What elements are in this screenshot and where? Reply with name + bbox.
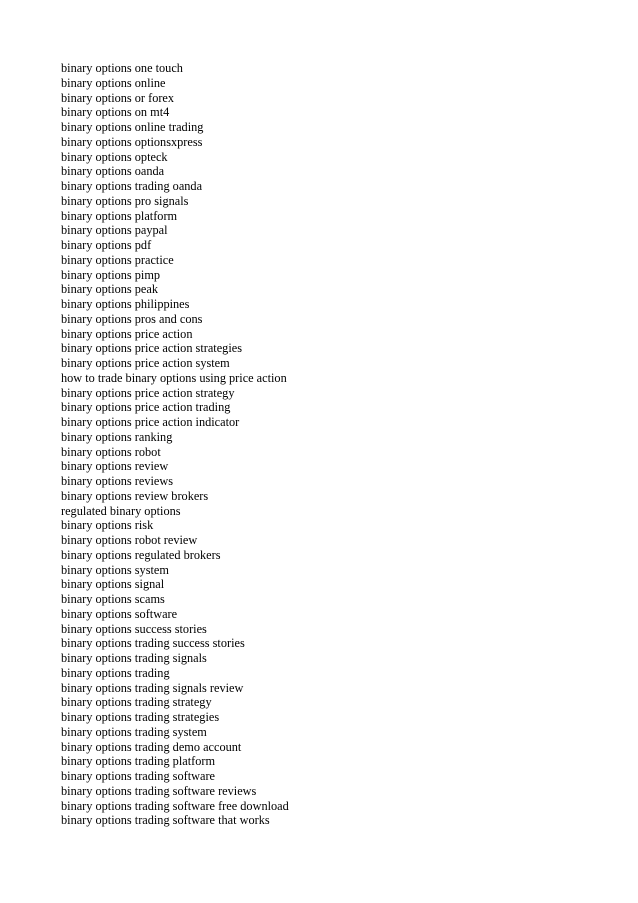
- keyword-line: binary options trading: [61, 665, 170, 680]
- keyword-line: binary options reviews: [61, 474, 174, 488]
- keyword-line: binary options oanda: [61, 164, 165, 179]
- keyword-line: binary options on mt4: [61, 105, 170, 120]
- keyword-line: binary options trading success stories: [61, 636, 245, 651]
- keyword-line: binary options scams: [61, 592, 165, 606]
- keyword-line: binary options pros and cons: [61, 311, 203, 326]
- keyword-line: binary options pro signals: [61, 193, 189, 208]
- keyword-line: binary options price action system: [61, 356, 230, 370]
- keyword-line: binary options price action strategy: [61, 385, 235, 400]
- keyword-line: binary options trading system: [61, 724, 207, 739]
- keyword-line: binary options trading software reviews: [61, 783, 257, 798]
- keyword-line: binary options price action strategies: [61, 341, 242, 356]
- keyword-line: how to trade binary options using price action: [61, 370, 287, 385]
- keyword-line: binary options trading signals review: [61, 680, 244, 695]
- keyword-line: regulated binary options: [61, 503, 181, 518]
- keyword-line: binary options one touch: [61, 61, 183, 75]
- keyword-line: binary options online trading: [61, 120, 204, 134]
- keyword-line: binary options risk: [61, 518, 154, 533]
- keyword-line: binary options trading demo account: [61, 739, 242, 754]
- keyword-line: binary options ranking: [61, 429, 173, 444]
- keyword-line: binary options robot: [61, 444, 161, 459]
- keyword-line: binary options regulated brokers: [61, 547, 221, 562]
- keyword-line: binary options system: [61, 562, 169, 577]
- keyword-line: binary options robot review: [61, 533, 198, 547]
- keyword-line: binary options optionsxpress: [61, 134, 203, 149]
- keyword-line: binary options trading software that works: [61, 813, 270, 828]
- keyword-line: binary options pimp: [61, 267, 161, 282]
- keyword-line: binary options paypal: [61, 223, 168, 238]
- keyword-line: binary options philippines: [61, 297, 190, 311]
- keyword-line: binary options trading software free download: [61, 798, 289, 813]
- keyword-line: binary options success stories: [61, 621, 207, 636]
- keyword-line: binary options price action: [61, 326, 193, 341]
- keyword-line: binary options trading strategies: [61, 710, 220, 724]
- keyword-line: binary options or forex: [61, 90, 175, 105]
- keyword-line: binary options review brokers: [61, 488, 209, 503]
- keyword-line: binary options trading strategy: [61, 695, 212, 710]
- keyword-line: binary options practice: [61, 252, 174, 267]
- keyword-line: binary options trading oanda: [61, 179, 203, 193]
- keyword-line: binary options trading signals: [61, 651, 207, 665]
- keyword-list: [61, 61, 289, 828]
- keyword-line: binary options price action trading: [61, 400, 231, 415]
- keyword-line: binary options peak: [61, 282, 158, 297]
- keyword-line: binary options platform: [61, 208, 178, 223]
- keyword-line: binary options software: [61, 606, 178, 621]
- keyword-line: binary options signal: [61, 577, 165, 592]
- keyword-line: binary options price action indicator: [61, 415, 240, 429]
- keyword-line: binary options trading platform: [61, 754, 216, 769]
- keyword-line: binary options trading software: [61, 769, 216, 783]
- keyword-line: binary options review: [61, 459, 169, 474]
- keyword-line: binary options opteck: [61, 149, 168, 164]
- keyword-line: binary options online: [61, 75, 166, 90]
- keyword-line: binary options pdf: [61, 238, 152, 252]
